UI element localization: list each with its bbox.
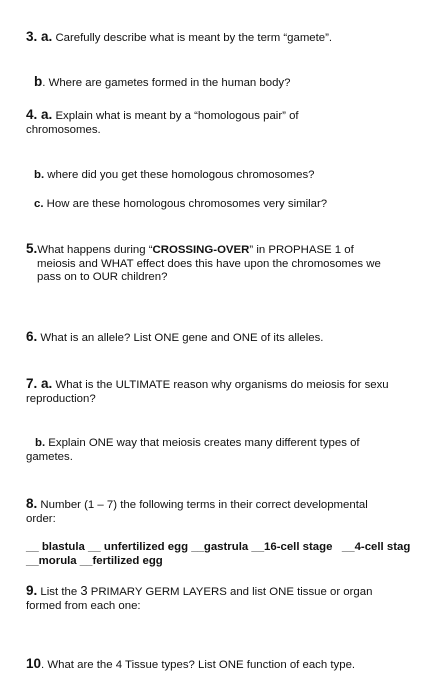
question-text: . Where are gametes formed in the human body?: [42, 77, 291, 89]
question-number: 5.: [26, 241, 38, 256]
question-text-line2: chromosomes.: [26, 124, 101, 136]
question-number: 7. a.: [26, 376, 53, 391]
question-4a: [26, 108, 299, 137]
question-number: c.: [34, 198, 44, 210]
question-text-line2: meiosis and WHAT effect does this have upon the chromosomes we: [37, 258, 381, 270]
question-text: Explain what is meant by a “homologous pair” of: [52, 110, 299, 122]
question-text-line2: order:: [26, 513, 56, 525]
question-number: 4. a.: [26, 107, 53, 122]
question-number: b.: [35, 437, 46, 449]
question-text: List the: [37, 586, 81, 598]
question-number: 9.: [26, 583, 38, 598]
question-text-line2: formed from each one:: [26, 600, 141, 612]
question-10: [26, 657, 355, 672]
question-text-line2: reproduction?: [26, 393, 96, 405]
question-4b: [34, 168, 315, 182]
terms-line2: __morula __fertilized egg: [26, 555, 163, 567]
question-5: [26, 242, 354, 257]
question-4c: [34, 197, 327, 211]
question-text: What happens during “: [37, 244, 153, 256]
question-number: 3. a.: [26, 29, 53, 44]
question-5-line2: [37, 257, 381, 271]
question-9: [26, 584, 372, 613]
question-text: What is an allele? List ONE gene and ONE of its alleles.: [37, 332, 324, 344]
question-number: b: [34, 74, 43, 89]
crossing-over-term: CROSSING-OVER: [152, 244, 250, 256]
question-5-line3: [37, 270, 167, 284]
question-3b: [34, 75, 290, 90]
question-text: Explain ONE way that meiosis creates many different types of: [45, 437, 360, 449]
question-text: What is the ULTIMATE reason why organisms do meiosis for sexu: [52, 379, 389, 391]
question-text-cont: ” in PROPHASE 1 of: [249, 244, 354, 256]
question-text: Carefully describe what is meant by the term “gamete”.: [52, 32, 333, 44]
question-text: How are these homologous chromosomes very similar?: [43, 198, 328, 210]
question-text: Number (1 – 7) the following terms in their correct developmental: [37, 499, 368, 511]
question-text: . What are the 4 Tissue types? List ONE function of each type.: [41, 659, 356, 671]
question-8: [26, 497, 368, 526]
question-text-line2: gametes.: [26, 451, 73, 463]
question-7b: [26, 436, 360, 464]
question-3a: [26, 30, 332, 45]
question-number: 10: [26, 656, 42, 671]
question-number: 8.: [26, 496, 38, 511]
terms-line1: __ blastula __ unfertilized egg __gastrula __16-cell stage __4-cell stag: [26, 541, 411, 553]
question-6: [26, 330, 323, 345]
question-text-cont: PRIMARY GERM LAYERS and list ONE tissue or organ: [87, 586, 373, 598]
three-number: 3: [80, 583, 88, 598]
developmental-terms: [26, 540, 410, 568]
question-text: where did you get these homologous chromosomes?: [44, 169, 315, 181]
question-7a: [26, 377, 389, 406]
question-text-line3: pass on to OUR children?: [37, 271, 168, 283]
question-number: 6.: [26, 329, 38, 344]
question-number: b.: [34, 169, 45, 181]
